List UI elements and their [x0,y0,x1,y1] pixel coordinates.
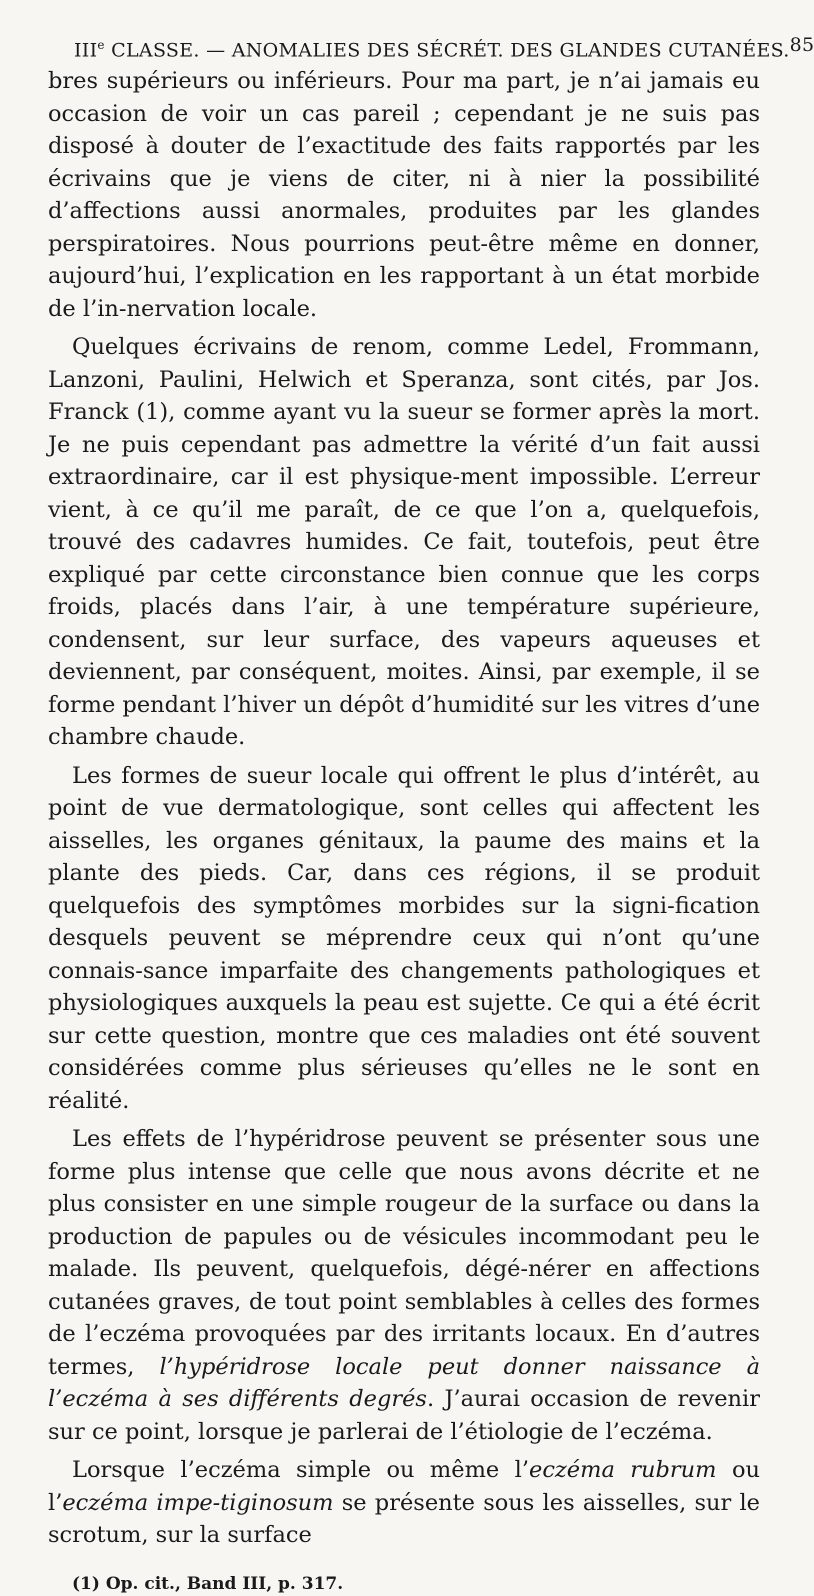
paragraph-1: bres supérieurs ou inférieurs. Pour ma part, je n’ai jamais eu occasion de voir un cas pareil ; cependant je ne suis pas disposé à douter de l’exactitude des faits rapportés par les écrivains que je viens de citer, ni à nier la possibilité d’affections aussi anormales, produites par les glandes perspiratoires. Nous pourrions peut-être même en donner, aujourd’hui, l’explication en les rapportant à un état morbide de l’in-nervation locale. [48,68,760,322]
class-superscript: e [97,38,105,52]
paragraph-4-italic: l’hypéridrose locale peut donner naissance à l’eczéma à ses différents degrés [48,1353,760,1413]
paragraph-5-text-a: Lorsque l’eczéma simple ou même l’ [72,1457,530,1484]
paragraph-5-italic-2: eczéma impe-tiginosum [62,1489,334,1516]
paragraph-5-italic-1: eczéma rubrum [529,1457,717,1484]
footnote: (1) Op. cit., Band III, p. 317. [72,1573,344,1594]
running-header [74,30,814,65]
page-number: 85 [789,34,814,56]
class-number: III [74,39,98,62]
paragraph-3: Les formes de sueur locale qui offrent le plus d’intérêt, au point de vue dermatologique, sont celles qui affectent les aisselles, les organes génitaux, la paume des mains et la plante des pieds. Car, dans ces régions, il se produit quelquefois des symptômes morbides sur la signi-fication desquels peuvent se méprendre ceux qui n’ont qu’une connais-sance imparfaite des changements pathologiques et physiologiques auxquels la peau est sujette. Ce qui a été écrit sur cette question, montre que ces maladies ont été souvent considérées comme plus sérieuses qu’elles ne le sont en réalité. [48,762,760,1114]
running-title [74,30,790,65]
paragraph-5-text-b: ou l’ [48,1457,760,1516]
chapter-title: CLASSE. — ANOMALIES DES SÉCRÉT. DES GLANDES CUTANÉES. [104,39,790,62]
body-text [48,65,760,1552]
paragraph-2: Quelques écrivains de renom, comme Ledel, Frommann, Lanzoni, Paulini, Helwich et Speranza, sont cités, par Jos. Franck (1), comme ayant vu la sueur se former après la mort. Je ne puis cependant pas admettre la vérité d’un fait aussi extraordinaire, car il est physique-ment impossible. L’erreur vient, à ce qu’il me paraît, de ce que l’on a, quelquefois, trouvé des cadavres humides. Ce fait, toutefois, peut être expliqué par cette circonstance bien connue que les corps froids, placés dans l’air, à une température supérieure, condensent, sur leur surface, des vapeurs aqueuses et deviennent, par conséquent, moites. Ainsi, par exemple, il se forme pendant l’hiver un dépôt d’humidité sur les vitres d’une chambre chaude. [48,334,761,751]
paragraph-4-text-b: . J’aurai occasion de revenir sur ce point, lorsque je parlerai de l’étiologie de l’eczéma. [48,1386,760,1445]
paragraph-5 [48,1454,760,1552]
paragraph-4-text-a: Les effets de l’hypéridrose peuvent se présenter sous une forme plus intense que celle que nous avons décrite et ne plus consister en une simple rougeur de la surface ou dans la production de papules ou de vésicules incommodant peu le malade. Ils peuvent, quelquefois, dégé-nérer en affections cutanées graves, de tout point semblables à celles des formes de l’eczéma provoquées par des irritants locaux. En d’autres termes, [48,1126,760,1380]
paragraph-4 [48,1123,760,1448]
footnote-separator [48,1552,760,1564]
paragraph-5-text-c: se présente sous les aisselles, sur le scrotum, sur la surface [48,1489,760,1549]
